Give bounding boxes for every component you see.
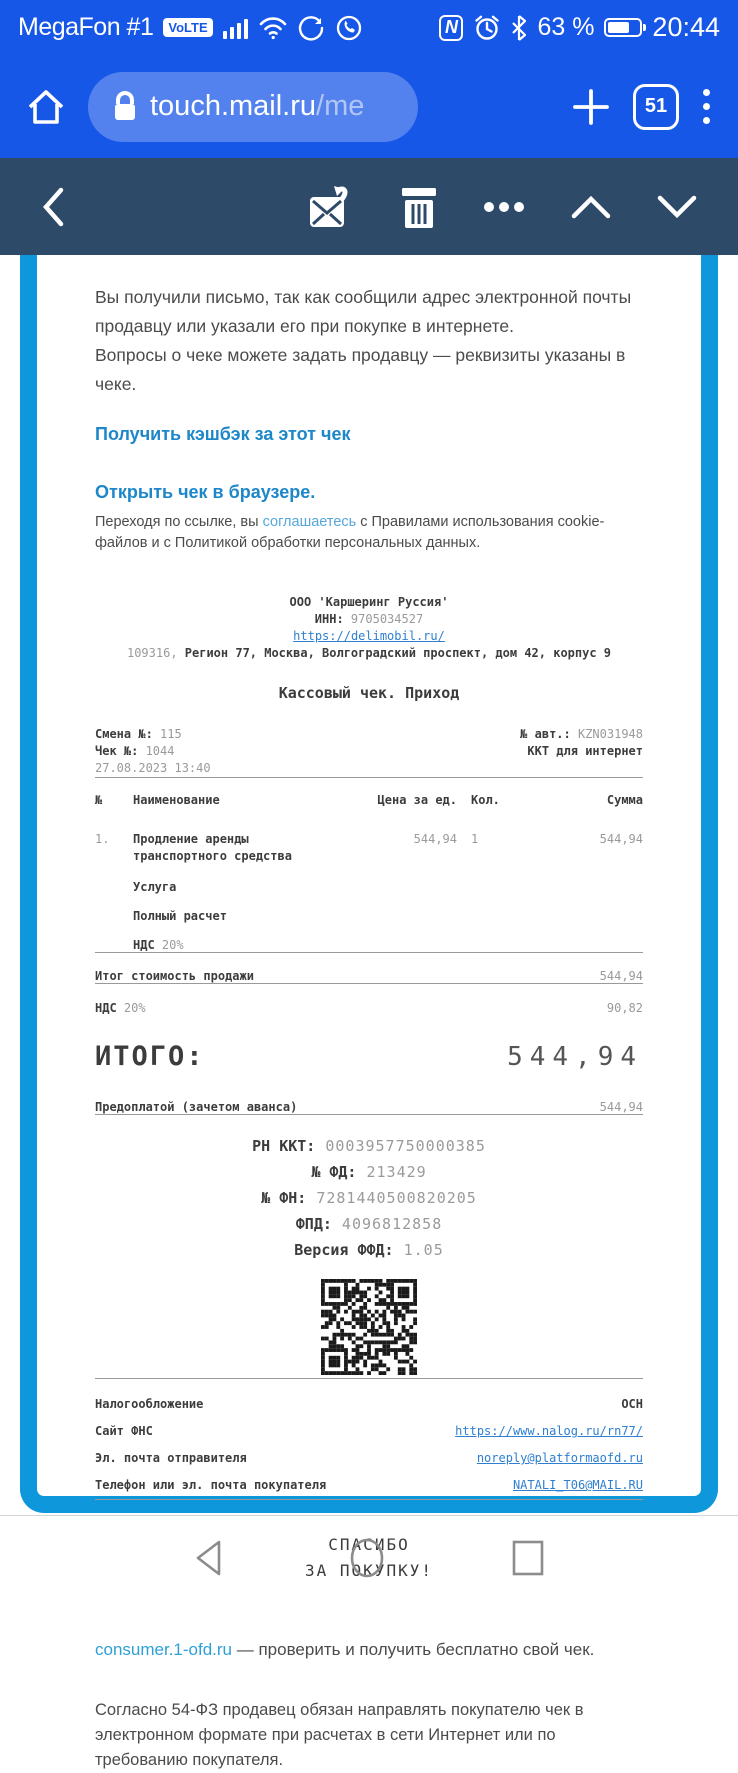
browser-menu-button[interactable] bbox=[699, 85, 714, 128]
nav-recents-button[interactable] bbox=[511, 1539, 545, 1577]
mail-toolbar bbox=[0, 158, 738, 255]
more-options-button[interactable] bbox=[460, 200, 548, 214]
qr-code bbox=[321, 1279, 417, 1378]
battery-percent-label: 63 % bbox=[537, 13, 595, 41]
fns-site-row: Сайт ФНС https://www.nalog.ru/rn77/ bbox=[95, 1418, 643, 1445]
next-email-button[interactable] bbox=[634, 194, 698, 220]
back-button[interactable] bbox=[40, 185, 88, 229]
total-sale-row: Итог стоимость продажи 544,94 bbox=[95, 969, 643, 983]
receipt-meta-right: № авт.: KZN031948 ККТ для интернет bbox=[520, 727, 643, 758]
receipt-meta-left: Смена №: 115 Чек №: 1044 27.08.2023 13:40 bbox=[95, 727, 211, 775]
mark-unread-icon[interactable] bbox=[286, 185, 378, 229]
previous-email-button[interactable] bbox=[548, 194, 634, 220]
lock-icon bbox=[112, 91, 138, 123]
whatsapp-icon bbox=[335, 14, 363, 42]
company-name: ООО 'Каршеринг Руссия' bbox=[289, 595, 449, 609]
company-site-link[interactable]: https://delimobil.ru/ bbox=[293, 629, 445, 643]
home-button[interactable] bbox=[24, 85, 68, 129]
clock-label: 20:44 bbox=[652, 12, 720, 42]
bluetooth-icon bbox=[511, 15, 527, 41]
open-receipt-link[interactable]: Открыть чек в браузере. bbox=[95, 482, 316, 502]
divider bbox=[95, 952, 643, 953]
wifi-icon bbox=[259, 15, 289, 41]
item-vat: НДС 20% bbox=[133, 938, 184, 952]
items-table-header: № Наименование Цена за ед. Кол. Сумма bbox=[95, 793, 643, 807]
data-saver-icon bbox=[299, 15, 325, 41]
signal-strength-icon bbox=[223, 16, 249, 40]
email-content-area bbox=[0, 255, 738, 1769]
intro-paragraph-2: Вопросы о чеке можете задать продавцу — реквизиты указаны в чеке. bbox=[95, 345, 626, 394]
url-text: touch.mail.ru/me bbox=[150, 90, 365, 122]
carrier-label: MegaFon #1 bbox=[18, 13, 154, 41]
cookie-disclaimer: Переходя по ссылке, вы соглашаетесь с Правилами использования cookie-файлов и с Политикой обработки персональных данных. bbox=[95, 514, 605, 551]
legal-text: Согласно 54-ФЗ продавец обязан направлять покупателю чек в электронном формате при расчетах в сети Интернет или по требованию покупателя. bbox=[95, 1701, 584, 1769]
divider bbox=[95, 1114, 643, 1115]
buyer-email-row: Телефон или эл. почта покупателя NATALI_T06@MAIL.RU bbox=[95, 1472, 643, 1499]
receipt-title: Кассовый чек. Приход bbox=[278, 684, 460, 702]
item-row: 1. Продление аренды транспортного средства 544,94 1 544,94 bbox=[95, 832, 643, 863]
divider bbox=[95, 1378, 643, 1379]
prepaid-row: Предоплатой (зачетом аванса) 544,94 bbox=[95, 1100, 643, 1114]
sender-email-row: Эл. почта отправителя noreply@platformaofd.ru bbox=[95, 1445, 643, 1472]
consumer-ofd-link[interactable]: consumer.1-ofd.ru bbox=[95, 1640, 233, 1659]
item-payment-type: Полный расчет bbox=[133, 909, 227, 923]
grand-total-row: ИТОГО: 544,94 bbox=[95, 1041, 643, 1072]
nav-home-button[interactable] bbox=[349, 1538, 385, 1578]
fiscal-registration-block: РН ККТ: 0003957750000385 № ФД: 213429 № ФН: 7281440500820205 ФПД: 4096812858 Версия ФФД: 1.05 bbox=[252, 1137, 486, 1259]
delete-button[interactable] bbox=[378, 185, 460, 229]
divider bbox=[95, 1499, 643, 1500]
agree-link[interactable]: соглашаетесь bbox=[262, 514, 357, 530]
nfc-icon: N bbox=[439, 15, 463, 41]
divider bbox=[95, 983, 643, 984]
tabs-button[interactable]: 51 bbox=[633, 84, 679, 130]
email-card bbox=[20, 255, 718, 1769]
status-bar bbox=[0, 0, 738, 55]
cashback-link[interactable]: Получить кэшбэк за этот чек bbox=[95, 424, 351, 444]
item-type: Услуга bbox=[133, 880, 177, 894]
divider bbox=[95, 777, 643, 778]
company-inn: ИНН: 9705034527 bbox=[314, 612, 424, 626]
new-tab-button[interactable] bbox=[569, 85, 613, 129]
battery-icon bbox=[604, 18, 642, 37]
vat-row: НДС 20% 90,82 bbox=[95, 1001, 643, 1015]
consumer-check-line: consumer.1-ofd.ru — проверить и получить бесплатно свой чек. bbox=[95, 1640, 595, 1659]
buyer-email-link[interactable]: NATALI_T06@MAIL.RU bbox=[512, 1478, 643, 1492]
android-navigation-bar bbox=[0, 1515, 738, 1600]
browser-bar bbox=[0, 55, 738, 158]
address-bar[interactable] bbox=[88, 72, 418, 142]
nav-back-button[interactable] bbox=[193, 1539, 223, 1577]
alarm-icon bbox=[473, 14, 501, 42]
sender-email-link[interactable]: noreply@platformaofd.ru bbox=[476, 1451, 643, 1465]
fns-site-link[interactable]: https://www.nalog.ru/rn77/ bbox=[455, 1424, 643, 1438]
company-address: 109316, Регион 77, Москва, Волгоградский проспект, дом 42, корпус 9 bbox=[126, 646, 612, 660]
intro-paragraph-1: Вы получили письмо, так как сообщили адрес электронной почты продавцу или указали его при покупке в интернете. bbox=[95, 287, 632, 336]
volte-badge: VoLTE bbox=[163, 18, 212, 37]
tax-system-row: Налогообложение ОСН bbox=[95, 1397, 643, 1411]
thanks-message: СПАСИБО ЗА ПОКУПКУ! bbox=[305, 1535, 433, 1580]
